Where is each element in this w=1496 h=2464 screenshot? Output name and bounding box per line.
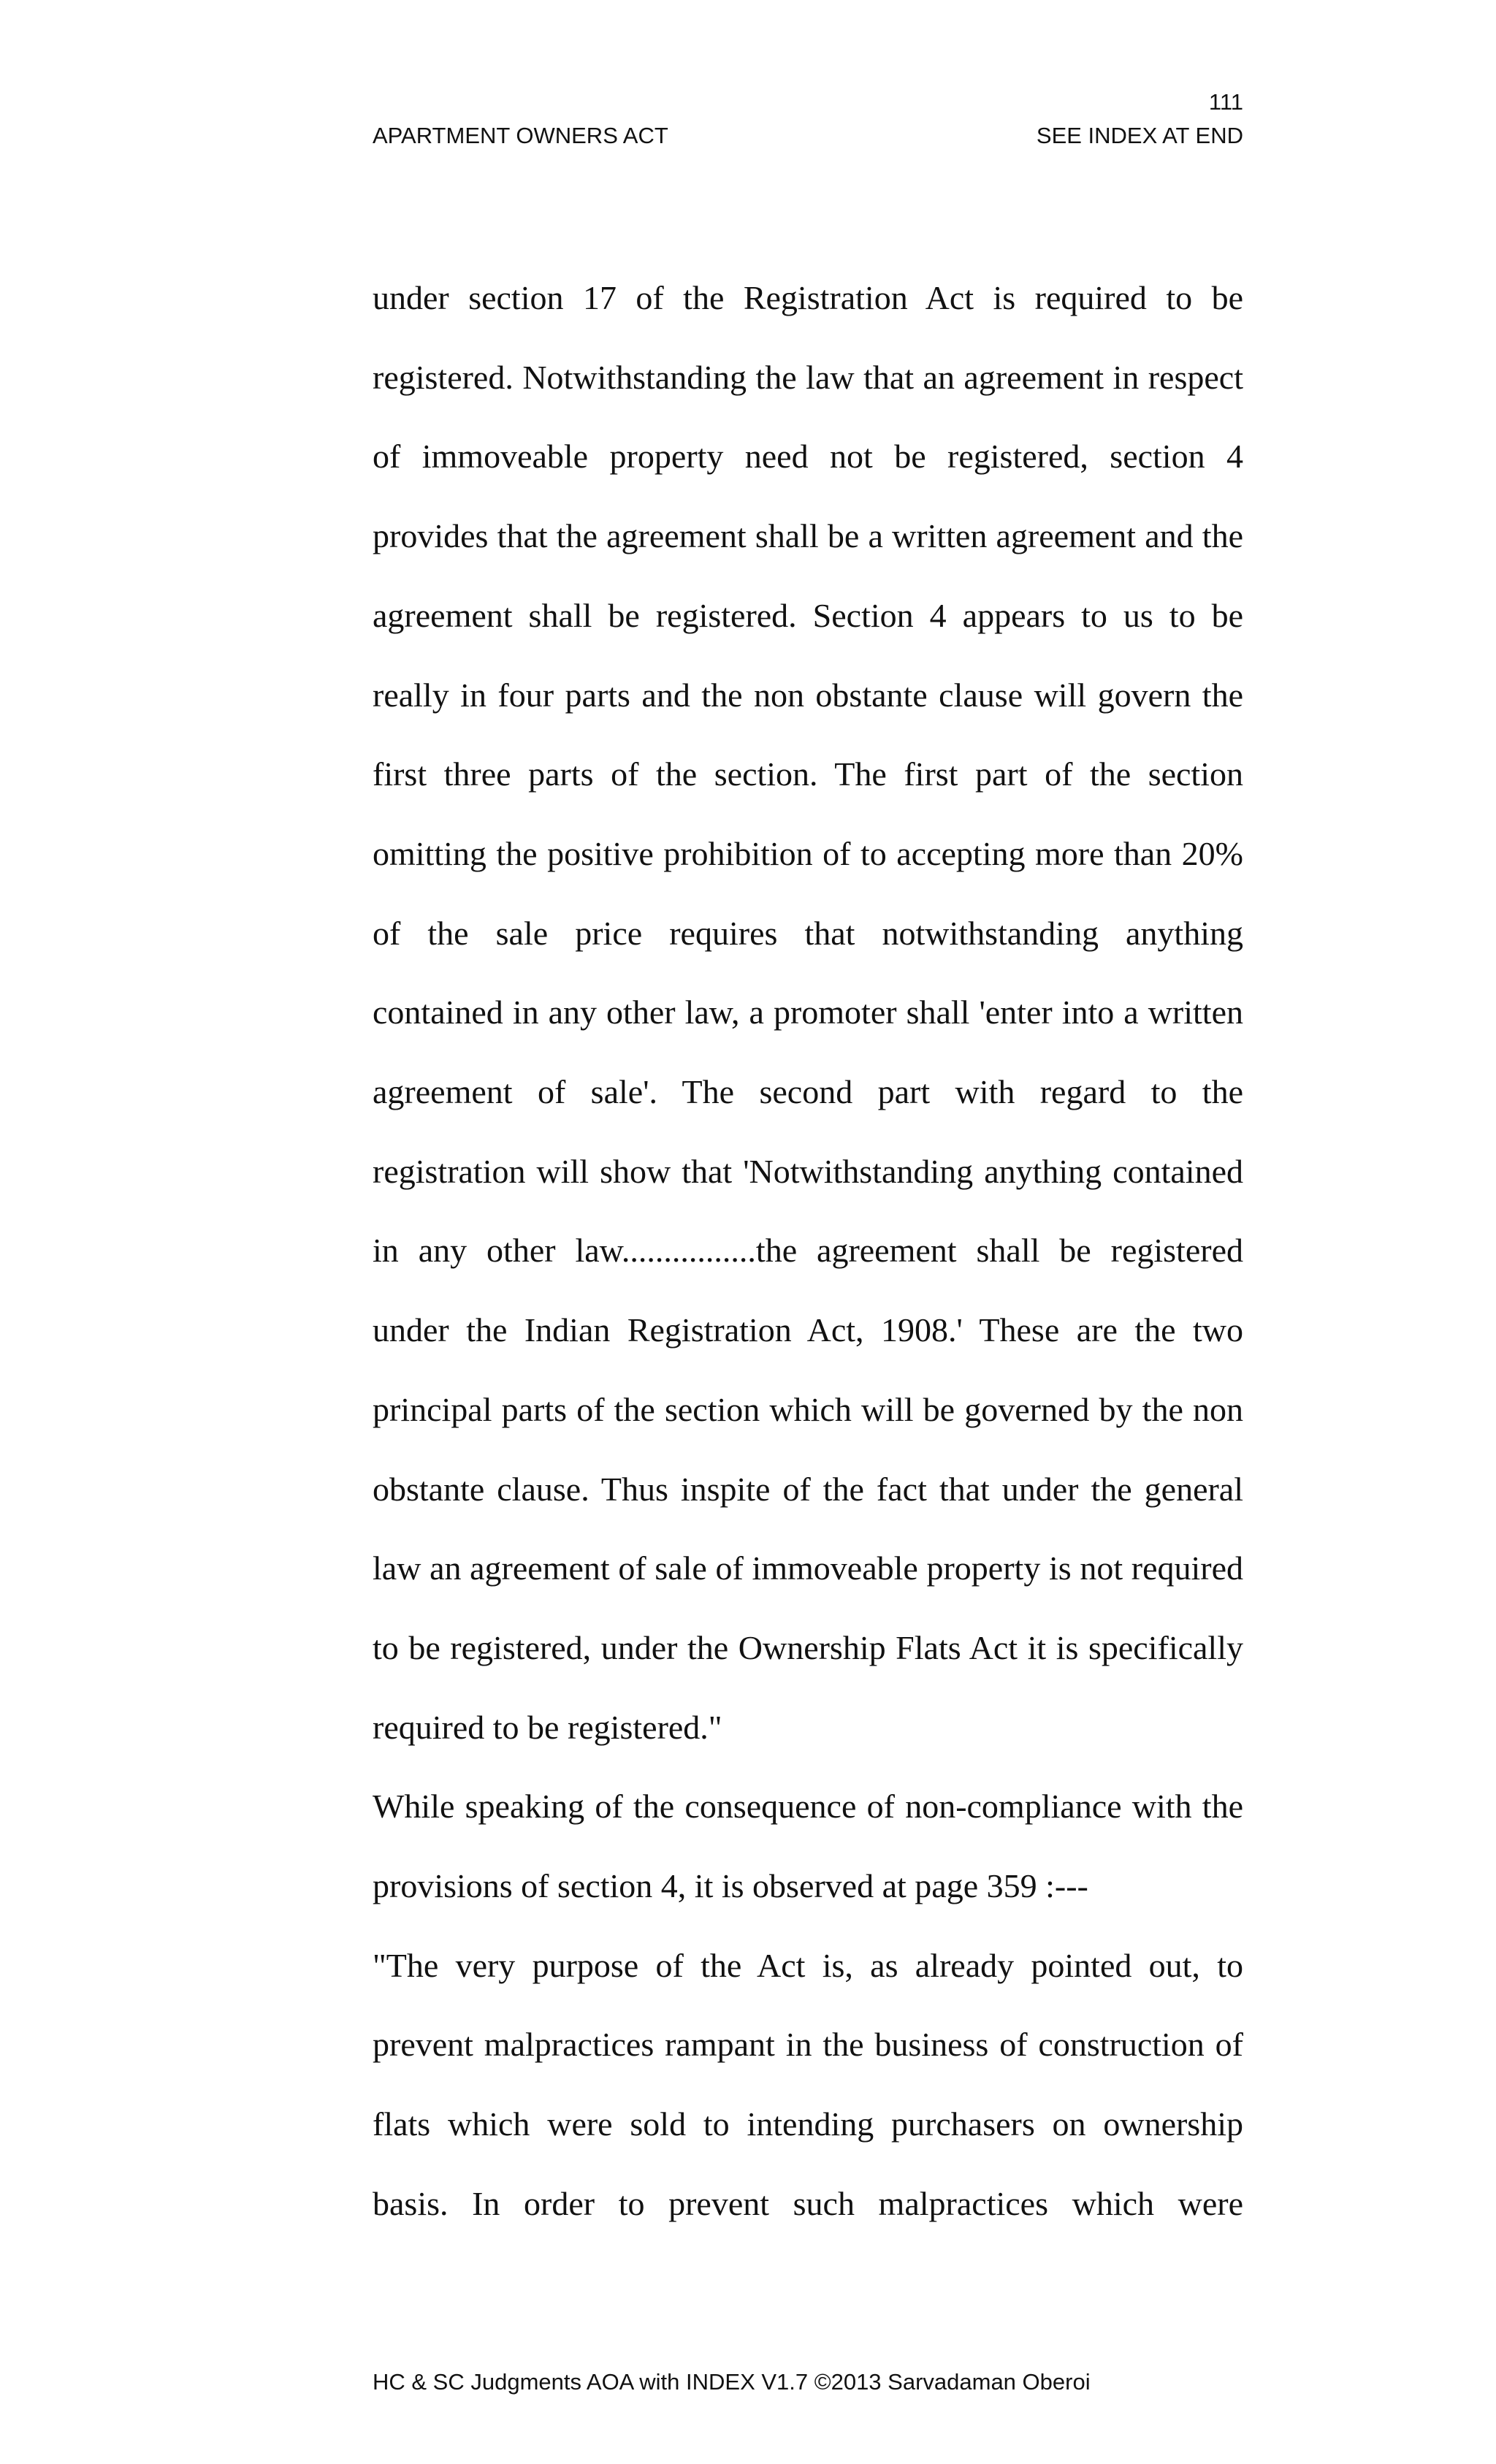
paragraph-quote-continuation: under section 17 of the Registration Act is required to be registered. Notwithstanding the law that an agreement in respect of immoveable property need not be registered, section 4 provides that the agreement shall be a written agreement and the agreement shall be registered. Section 4 appears to us to be really in four parts and the non obstante clause will govern the first three parts of the section. The first part of the section omitting the positive prohibition of to accepting more than 20% of the sale price requires that notwithstanding anything contained in any other law, a promoter shall 'enter into a written agreement of sale'. The second part with regard to the registration will show that 'Notwithstanding anything contained in any other law................the agreement shall be registered under the Indian Registration Act, 1908.' These are the two principal parts of the section which will be governed by the non obstante clause. Thus inspite of the fact that under the general law an agreement of sale of immoveable property is not required to be registered, under the Ownership Flats Act it is specifically required to be registered." xyxy=(373,279,1243,1746)
paragraph-quote: "The very purpose of the Act is, as already pointed out, to prevent malpractices rampant in the business of construction of flats which were sold to intending purchasers on ownership basis. In order to prevent such malpractices which were xyxy=(373,1946,1243,2222)
page-number: 111 xyxy=(1208,89,1243,115)
running-footer: HC & SC Judgments AOA with INDEX V1.7 ©2013 Sarvadaman Oberoi xyxy=(373,2369,1091,2395)
header-index-note: SEE INDEX AT END xyxy=(1036,123,1243,148)
running-header xyxy=(373,123,1243,149)
body-text xyxy=(373,259,1243,2244)
paragraph-commentary: While speaking of the consequence of non-compliance with the provisions of section 4, it is observed at page 359 :--- xyxy=(373,1788,1243,1905)
header-title: APARTMENT OWNERS ACT xyxy=(373,123,668,148)
